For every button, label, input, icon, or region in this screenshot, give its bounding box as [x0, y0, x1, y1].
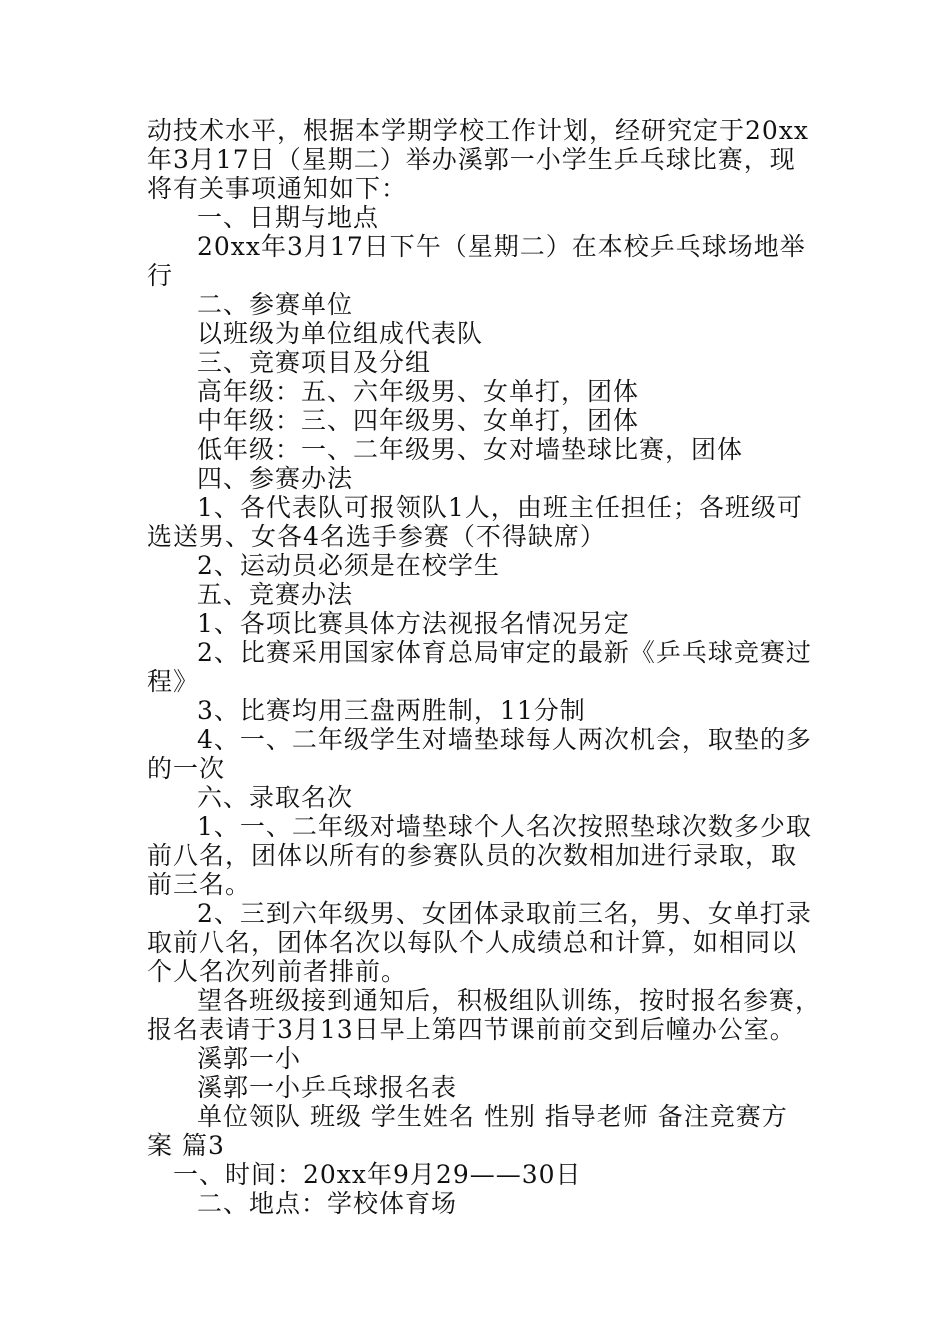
signature-line: 溪郭一小 — [197, 1044, 302, 1073]
section-heading: 二、参赛单位 — [197, 290, 354, 319]
text-line: 选送男、女各4名选手参赛（不得缺席） — [147, 522, 606, 551]
text-line: 程》 — [147, 667, 200, 696]
text-line: 动技术水平，根据本学期学校工作计划，经研究定于20xx — [147, 116, 810, 145]
section-heading: 五、竞赛办法 — [197, 580, 354, 609]
text-line: 将有关事项通知如下： — [147, 174, 408, 203]
text-line: 前八名，团体以所有的参赛队员的次数相加进行录取，取 — [147, 841, 798, 870]
text-line: 行 — [147, 261, 174, 290]
text-line: 1、一、二年级对墙垫球个人名次按照垫球次数多少取 — [197, 812, 812, 841]
text-line: 20xx年3月17日下午（星期二）在本校乒乓球场地举 — [197, 232, 806, 261]
text-line: 报名表请于3月13日早上第四节课前前交到后幢办公室。 — [147, 1015, 796, 1044]
document-body — [147, 116, 822, 1218]
text-line: 以班级为单位组成代表队 — [197, 319, 484, 348]
text-line: 中年级：三、四年级男、女单打，团体 — [197, 406, 640, 435]
text-line: 3、比赛均用三盘两胜制，11分制 — [197, 696, 586, 725]
text-line: 取前八名，团体名次以每队个人成绩总和计算，如相同以 — [147, 928, 798, 957]
section-heading: 三、竞赛项目及分组 — [197, 348, 432, 377]
text-line: 2、三到六年级男、女团体录取前三名，男、女单打录 — [197, 899, 812, 928]
text-line: 前三名。 — [147, 870, 252, 899]
section-heading: 四、参赛办法 — [197, 464, 354, 493]
form-title: 溪郭一小乒乓球报名表 — [197, 1073, 458, 1102]
text-line: 1、各项比赛具体方法视报名情况另定 — [197, 609, 630, 638]
table-header-line: 单位领队 班级 学生姓名 性别 指导老师 备注竞赛方 — [197, 1102, 788, 1131]
text-line: 案 篇3 — [147, 1131, 225, 1160]
text-line: 的一次 — [147, 754, 226, 783]
section-heading: 二、地点：学校体育场 — [197, 1189, 458, 1218]
section-heading: 一、日期与地点 — [197, 203, 380, 232]
text-line: 2、运动员必须是在校学生 — [197, 551, 500, 580]
text-line: 高年级：五、六年级男、女单打，团体 — [197, 377, 640, 406]
text-line: 2、比赛采用国家体育总局审定的最新《乒乓球竞赛过 — [197, 638, 812, 667]
text-line: 年3月17日（星期二）举办溪郭一小学生乒乓球比赛，现 — [147, 145, 796, 174]
text-line: 4、一、二年级学生对墙垫球每人两次机会，取垫的多 — [197, 725, 812, 754]
section-heading: 一、时间：20xx年9月29——30日 — [173, 1160, 582, 1189]
text-line: 低年级：一、二年级男、女对墙垫球比赛，团体 — [197, 435, 744, 464]
text-line: 个人名次列前者排前。 — [147, 957, 408, 986]
text-line: 望各班级接到通知后，积极组队训练，按时报名参赛， — [197, 986, 822, 1015]
text-line: 1、各代表队可报领队1人，由班主任担任；各班级可 — [197, 493, 803, 522]
section-heading: 六、录取名次 — [197, 783, 354, 812]
